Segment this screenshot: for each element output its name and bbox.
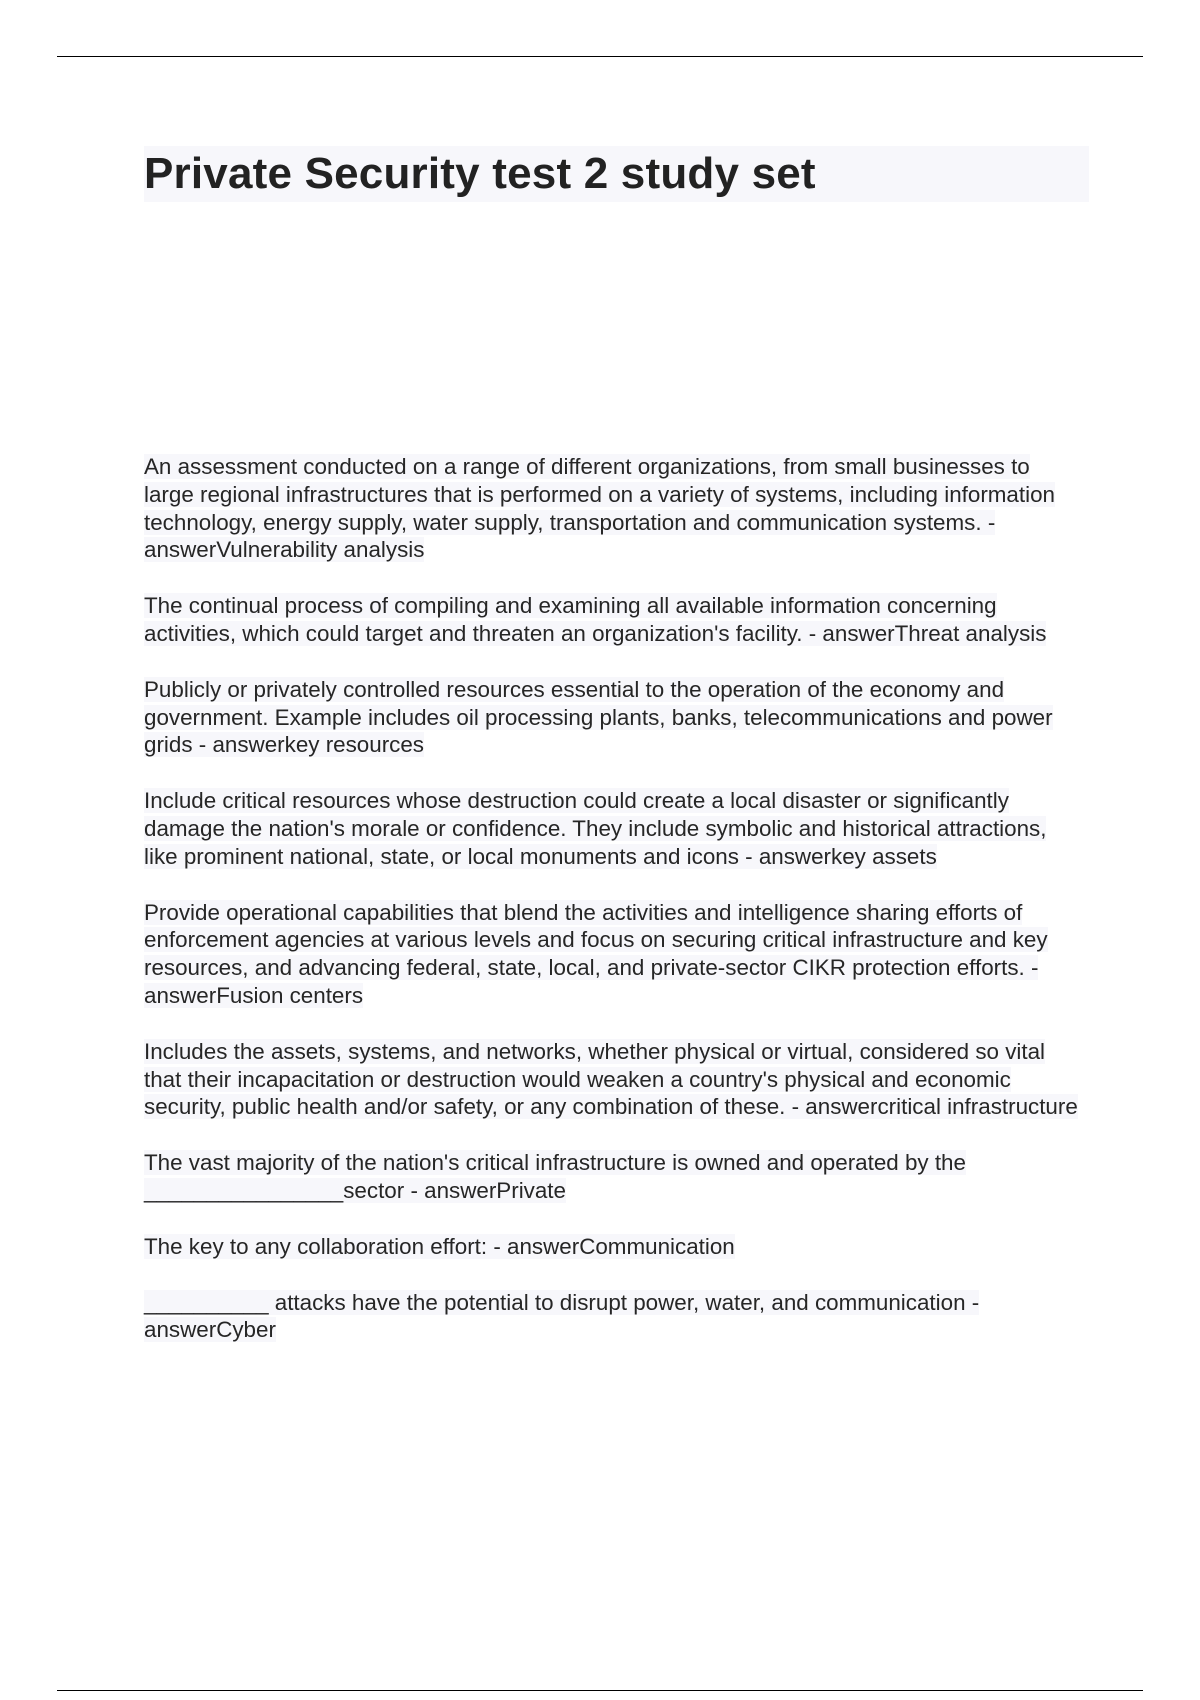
qa-question: The key to any collaboration effort: xyxy=(144,1233,488,1259)
qa-answer: Communication xyxy=(579,1233,735,1259)
qa-item xyxy=(144,453,1084,564)
qa-question: __________ attacks have the potential to disrupt power, water, and communication xyxy=(144,1289,966,1315)
qa-separator: - answer xyxy=(144,1289,980,1343)
qa-separator: - answer xyxy=(144,509,996,563)
bottom-rule xyxy=(57,1690,1143,1691)
qa-list xyxy=(144,453,1084,1372)
qa-answer: Threat analysis xyxy=(894,620,1047,646)
qa-question: Includes the assets, systems, and networks, whether physical or virtual, considered so vital that their incapacitation or destruction would weaken a country's physical and economic security, public health and/or safety, or any combination of these. xyxy=(144,1038,1046,1120)
qa-answer: Vulnerability analysis xyxy=(216,537,425,563)
qa-separator: - answer xyxy=(144,955,1039,1008)
qa-item xyxy=(144,899,1084,1010)
top-rule xyxy=(57,56,1143,57)
qa-answer: critical infrastructure xyxy=(877,1094,1078,1120)
qa-item xyxy=(144,676,1084,759)
qa-separator: - answer xyxy=(192,732,285,758)
qa-question: The continual process of compiling and examining all available information concerning activities, which could target and threaten an organization's facility. xyxy=(144,593,997,646)
qa-answer: key assets xyxy=(831,843,937,869)
qa-question: Include critical resources whose destruction could create a local disaster or significantly damage the nation's morale or confidence. They include symbolic and historical attractions, like prominent national, state, or local monuments and icons xyxy=(144,788,1047,869)
qa-item xyxy=(144,787,1084,870)
qa-question: An assessment conducted on a range of different organizations, from small businesses to large regional infrastructures that is performed on a variety of systems, including information technology, energy supply, water supply, transportation and communication systems. xyxy=(144,454,1055,535)
qa-answer: key resources xyxy=(284,732,424,758)
qa-question: Publicly or privately controlled resources essential to the operation of the economy and government. Example includes oil processing plants, banks, telecommunications and power grids xyxy=(144,676,1053,758)
qa-separator: - answer xyxy=(738,843,831,869)
qa-separator: - answer xyxy=(487,1233,580,1259)
qa-question: Provide operational capabilities that blend the activities and intelligence sharing efforts of enforcement agencies at various levels and focus on securing critical infrastructure and key resources, and advancing federal, state, local, and private-sector CIKR protection efforts. xyxy=(144,899,1048,981)
qa-separator: - answer xyxy=(785,1094,878,1120)
qa-answer: Private xyxy=(496,1177,566,1203)
qa-item xyxy=(144,1149,1084,1205)
qa-question: The vast majority of the nation's critical infrastructure is owned and operated by the ________________sector xyxy=(144,1150,966,1203)
qa-separator: - answer xyxy=(802,620,895,646)
title-block xyxy=(144,146,1089,202)
qa-item xyxy=(144,1233,1084,1261)
qa-answer: Fusion centers xyxy=(216,982,364,1008)
qa-item xyxy=(144,1038,1084,1121)
qa-separator: - answer xyxy=(404,1177,497,1203)
qa-answer: Cyber xyxy=(216,1317,276,1343)
qa-item xyxy=(144,1289,1084,1345)
qa-item xyxy=(144,592,1084,648)
page-title: Private Security test 2 study set xyxy=(144,149,816,198)
